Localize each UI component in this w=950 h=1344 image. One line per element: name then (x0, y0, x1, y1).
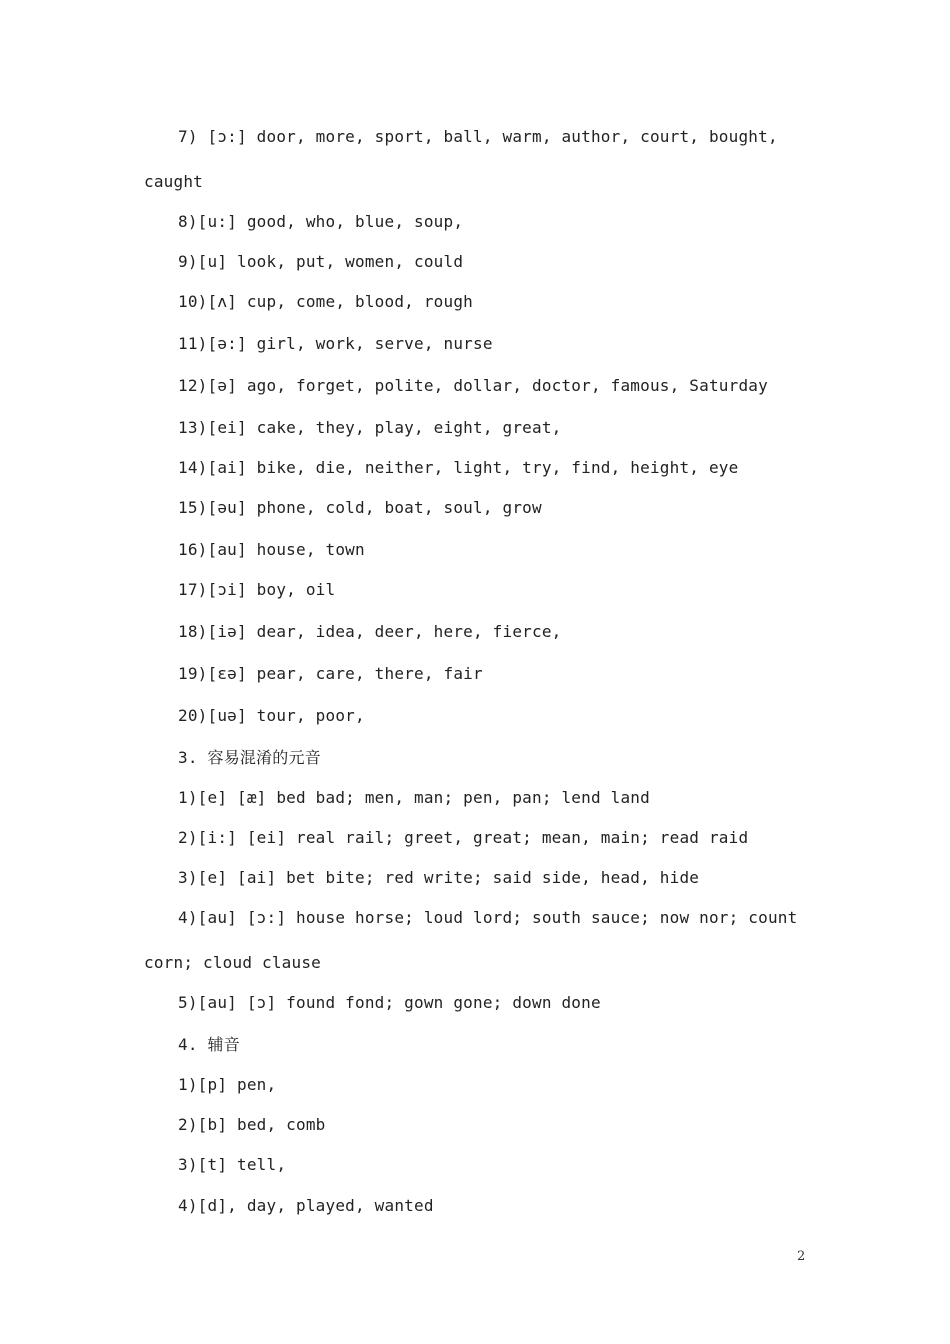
vowel-line-7-continuation: caught (144, 172, 203, 191)
confusing-vowel-line-4-continuation: corn; cloud clause (144, 953, 321, 972)
vowel-line-17: 17)[ɔi] boy, oil (178, 580, 336, 599)
vowel-line-19: 19)[ɛə] pear, care, there, fair (178, 664, 483, 683)
confusing-vowel-line-2: 2)[i:] [ei] real rail; greet, great; mean, main; read raid (178, 828, 749, 847)
confusing-vowel-line-1: 1)[e] [æ] bed bad; men, man; pen, pan; lend land (178, 788, 650, 807)
vowel-line-11: 11)[ə:] girl, work, serve, nurse (178, 334, 493, 353)
confusing-vowel-line-3: 3)[e] [ai] bet bite; red write; said side, head, hide (178, 868, 700, 887)
page-number: 2 (797, 1249, 806, 1264)
confusing-vowel-line-4: 4)[au] [ɔ:] house horse; loud lord; south sauce; now nor; count (178, 908, 798, 927)
consonant-line-2: 2)[b] bed, comb (178, 1115, 326, 1134)
vowel-line-18: 18)[iə] dear, idea, deer, here, fierce, (178, 622, 562, 641)
vowel-line-16: 16)[au] house, town (178, 540, 365, 559)
confusing-vowel-line-5: 5)[au] [ɔ] found fond; gown gone; down done (178, 993, 601, 1012)
vowel-line-9: 9)[u] look, put, women, could (178, 252, 464, 271)
vowel-line-15: 15)[əu] phone, cold, boat, soul, grow (178, 498, 542, 517)
vowel-line-7: 7) [ɔ:] door, more, sport, ball, warm, author, court, bought, (178, 127, 778, 146)
section-heading-consonants: 4. 辅音 (178, 1035, 240, 1054)
consonant-line-4: 4)[d], day, played, wanted (178, 1196, 434, 1215)
section-heading-confusing-vowels: 3. 容易混淆的元音 (178, 748, 321, 767)
vowel-line-20: 20)[uə] tour, poor, (178, 706, 365, 725)
consonant-line-1: 1)[p] pen, (178, 1075, 277, 1094)
vowel-line-14: 14)[ai] bike, die, neither, light, try, find, height, eye (178, 458, 739, 477)
vowel-line-13: 13)[ei] cake, they, play, eight, great, (178, 418, 562, 437)
vowel-line-8: 8)[u:] good, who, blue, soup, (178, 212, 464, 231)
consonant-line-3: 3)[t] tell, (178, 1155, 287, 1174)
vowel-line-12: 12)[ə] ago, forget, polite, dollar, doctor, famous, Saturday (178, 376, 768, 395)
vowel-line-10: 10)[ʌ] cup, come, blood, rough (178, 292, 473, 311)
